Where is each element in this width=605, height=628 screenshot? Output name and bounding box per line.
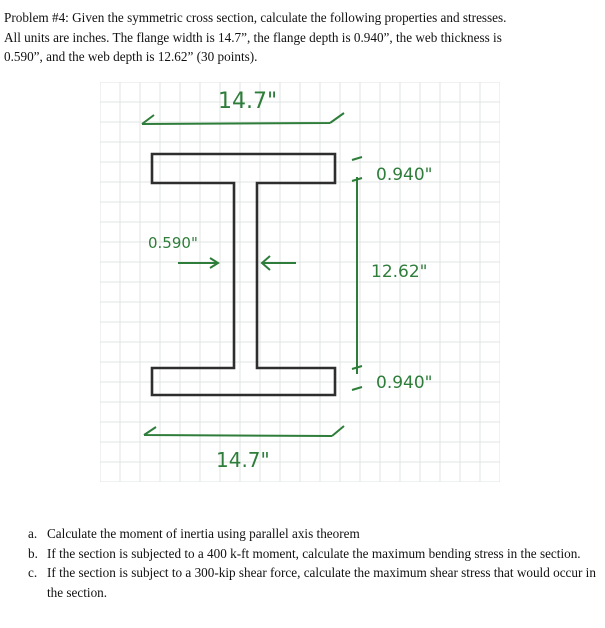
problem-line-1: Problem #4: Given the symmetric cross section, calculate the following properties and stresses. — [4, 10, 507, 25]
question-a — [28, 524, 598, 544]
question-b — [28, 544, 598, 564]
question-b-letter: b. — [28, 545, 38, 561]
web-thickness-label: 0.590" — [148, 234, 198, 252]
problem-line-2: All units are inches. The flange width is 14.7”, the flange depth is 0.940”, the web thickness is — [4, 29, 502, 45]
question-list — [28, 524, 598, 602]
question-c-letter: c. — [28, 565, 38, 580]
question-c — [28, 563, 598, 602]
web-thickness-left-arrow — [178, 258, 218, 268]
problem-statement — [4, 8, 599, 67]
question-b-text: If the section is subjected to a 400 k-ft moment, calculate the maximum bending stress in the section. — [47, 545, 581, 561]
question-c-text: If the section is subject to a 300-kip shear force, calculate the maximum shear stress that would occur in the section. — [47, 565, 596, 600]
web-depth-label: 12.62" — [371, 262, 428, 282]
bottom-flange-width-label: 14.7" — [216, 448, 270, 472]
bottom-flange-depth-label: 0.940" — [376, 373, 433, 393]
question-a-letter: a. — [28, 526, 38, 541]
top-flange-width-label: 14.7" — [218, 89, 278, 114]
bottom-flange-width-dimension-line — [144, 426, 344, 436]
i-beam-cross-section-figure — [100, 82, 500, 482]
web-thickness-right-arrow — [262, 256, 296, 270]
graph-paper-grid — [100, 82, 500, 482]
problem-line-3: 0.590”, and the web depth is 12.62” (30 points). — [4, 49, 258, 64]
question-a-text: Calculate the moment of inertia using parallel axis theorem — [47, 526, 360, 541]
top-flange-depth-label: 0.940" — [376, 165, 433, 185]
i-beam-outline — [152, 154, 335, 395]
